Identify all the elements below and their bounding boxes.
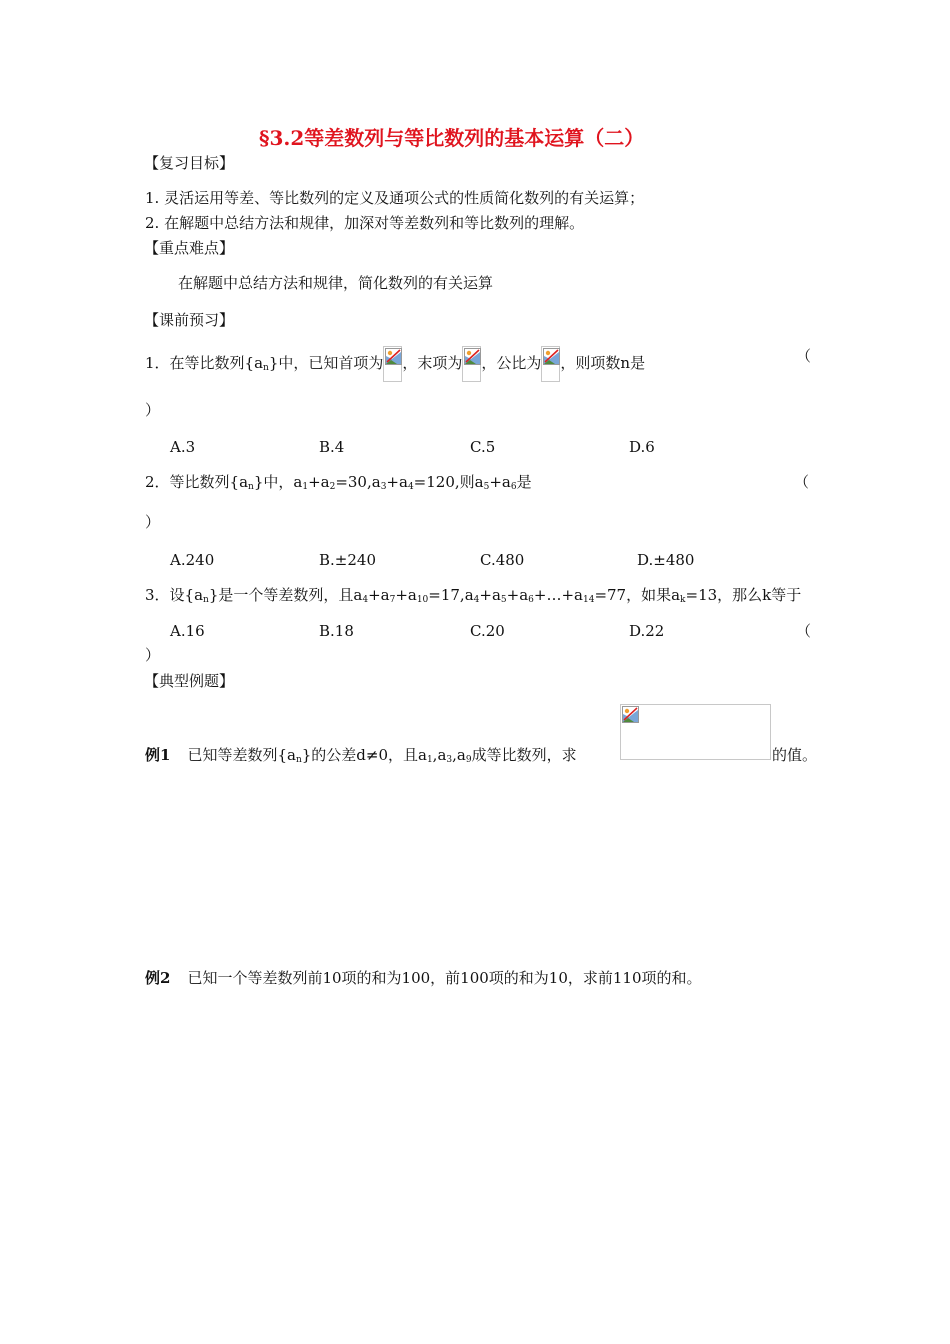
question-3-stem: 3．设$\{a_n\}$是一个等差数列，且$a_4+a_7+a_{10}=17,a_4+a_5+a_6+\dots+a_{14}=77$，如果$a_k=13$，那么k等于 (145, 586, 802, 605)
example-2: 例2 已知一个等差数列前10项的和为100，前100项的和为10，求前110项的和。 (145, 969, 702, 987)
example-1-label: 例1 (145, 746, 171, 764)
question-2-option-c: C.480 (480, 551, 525, 569)
broken-image-icon (543, 348, 560, 365)
example-2-label: 例2 (145, 969, 171, 987)
section-key-heading: 【重点难点】 (144, 239, 235, 257)
broken-image-icon (622, 706, 639, 723)
question-1-option-a: A.3 (170, 438, 196, 456)
question-2-stem: 2．等比数列$\{a_n\}$中，$a_1+a_2=30,a_3+a_4=120$,则$a_5+a_6$是 (145, 473, 532, 492)
example-1-tail: 的值。 (772, 746, 818, 764)
section-examples-heading: 【典型例题】 (144, 672, 235, 690)
question-3-option-b: B.18 (319, 622, 354, 640)
broken-image-icon (464, 348, 481, 365)
question-1-stem: 1．在等比数列$\{a_n\}$中，已知首项为 ，末项为 ，公比为 ，则项数n是 (145, 346, 645, 382)
question-2-option-d: D.±480 (637, 551, 695, 569)
question-3-option-d: D.22 (629, 622, 665, 640)
question-1-option-d: D.6 (629, 438, 655, 456)
formula-image (620, 704, 771, 760)
ratio-image (541, 346, 560, 382)
last-term-image (462, 346, 481, 382)
review-item-1: 1. 灵活运用等差、等比数列的定义及通项公式的性质简化数列的有关运算； (145, 189, 645, 207)
page-title: §3.2等差数列与等比数列的基本运算（二） (259, 126, 645, 150)
question-1-open-paren: （ (796, 347, 812, 365)
question-3-option-a: A.16 (170, 622, 205, 640)
question-1-option-b: B.4 (319, 438, 345, 456)
question-3-open-paren: （ (796, 622, 812, 640)
question-1-close-paren: ） (145, 401, 161, 419)
review-item-2: 2. 在解题中总结方法和规律，加深对等差数列和等比数列的理解。 (145, 214, 585, 232)
broken-image-icon (385, 348, 402, 365)
question-3-option-c: C.20 (470, 622, 505, 640)
question-3-close-paren: ） (145, 646, 161, 664)
section-preview-heading: 【课前预习】 (144, 311, 235, 329)
first-term-image (383, 346, 402, 382)
question-2-option-a: A.240 (170, 551, 215, 569)
question-2-open-paren: （ (794, 473, 810, 491)
question-1-option-c: C.5 (470, 438, 496, 456)
section-review-heading: 【复习目标】 (144, 154, 235, 172)
example-1: 例1 已知等差数列$\{a_n\}$的公差d≠0，且$a_1,a_3,a_9$成等比数列，求 (145, 746, 577, 765)
question-2-option-b: B.±240 (319, 551, 376, 569)
key-text: 在解题中总结方法和规律，简化数列的有关运算 (178, 274, 494, 292)
question-2-close-paren: ） (145, 513, 161, 531)
